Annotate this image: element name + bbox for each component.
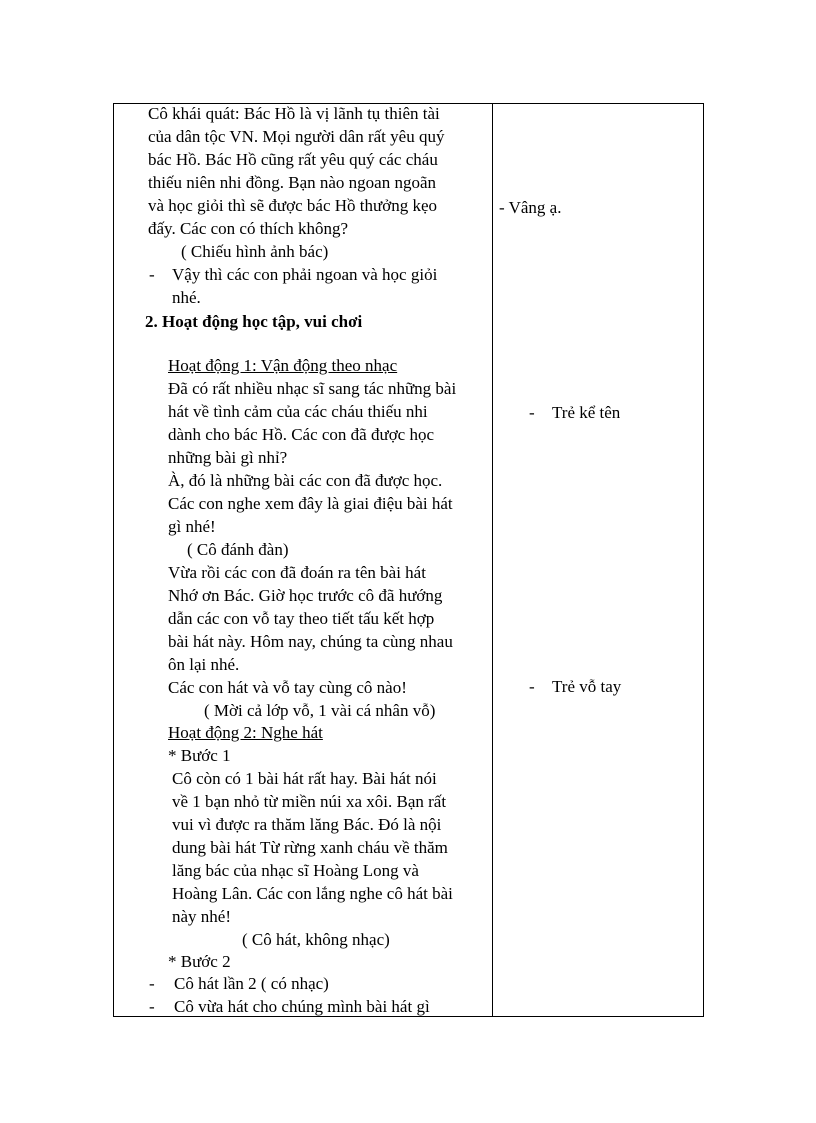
activity-line: hát về tình cảm của các cháu thiếu nhi <box>168 402 428 421</box>
child-response: Trẻ vỗ tay <box>552 677 622 696</box>
step-line: lăng bác của nhạc sĩ Hoàng Long và <box>172 861 419 880</box>
child-response: - Vâng ạ. <box>499 198 562 217</box>
step-line: Cô còn có 1 bài hát rất hay. Bài hát nói <box>172 769 437 788</box>
stage-direction: ( Cô đánh đàn) <box>187 540 289 559</box>
stage-direction: ( Mời cả lớp vỗ, 1 vài cá nhân vỗ) <box>204 701 436 720</box>
child-response: Trẻ kể tên <box>552 403 621 422</box>
bullet-dash: - <box>529 403 535 422</box>
bullet-dash: - <box>529 677 535 696</box>
intro-line: thiếu niên nhi đồng. Bạn nào ngoan ngoãn <box>148 173 437 192</box>
step-line: về 1 bạn nhỏ từ miền núi xa xôi. Bạn rất <box>172 792 447 811</box>
step-line: này nhé! <box>172 907 232 926</box>
step-line: Hoàng Lân. Các con lắng nghe cô hát bài <box>172 884 453 903</box>
step-line: vui vì được ra thăm lăng Bác. Đó là nội <box>172 815 442 834</box>
activity-line: Nhớ ơn Bác. Giờ học trước cô đã hướng <box>168 586 443 605</box>
bullet-text: Cô hát lần 2 ( có nhạc) <box>174 974 329 993</box>
activity-line: ôn lại nhé. <box>168 655 240 674</box>
step-line: dung bài hát Từ rừng xanh cháu về thăm <box>172 838 448 857</box>
bullet-text: nhé. <box>172 288 201 307</box>
bullet-dash: - <box>149 997 155 1016</box>
section-heading: 2. Hoạt động học tập, vui chơi <box>145 312 363 331</box>
intro-line: bác Hồ. Bác Hồ cũng rất yêu quý các cháu <box>148 150 438 169</box>
stage-direction: ( Cô hát, không nhạc) <box>242 930 390 949</box>
activity-line: Các con nghe xem đây là giai điệu bài hát <box>168 494 453 513</box>
activity-line: gì nhé! <box>168 517 216 536</box>
activity-line: dẫn các con vỗ tay theo tiết tấu kết hợp <box>168 609 435 628</box>
activity-line: Vừa rồi các con đã đoán ra tên bài hát <box>168 563 426 582</box>
activity-2-title: Hoạt động 2: Nghe hát <box>168 723 323 742</box>
intro-line: của dân tộc VN. Mọi người dân rất yêu quý <box>148 127 445 146</box>
activity-line: À, đó là những bài các con đã được học. <box>168 471 443 490</box>
bullet-text: Cô vừa hát cho chúng mình bài hát gì <box>174 997 430 1016</box>
bullet-text: Vậy thì các con phải ngoan và học giỏi <box>172 265 438 284</box>
stage-direction: ( Chiếu hình ảnh bác) <box>181 242 329 261</box>
activity-line: Các con hát và vỗ tay cùng cô nào! <box>168 678 407 697</box>
activity-line: bài hát này. Hôm nay, chúng ta cùng nhau <box>168 632 453 651</box>
activity-line: dành cho bác Hồ. Các con đã được học <box>168 425 435 444</box>
step-label: * Bước 1 <box>168 746 231 765</box>
activity-line: Đã có rất nhiều nhạc sĩ sang tác những bài <box>168 379 457 398</box>
activity-line: những bài gì nhỉ? <box>168 448 288 467</box>
intro-line: và học giỏi thì sẽ được bác Hồ thưởng kẹo <box>148 196 437 215</box>
bullet-dash: - <box>149 974 155 993</box>
step-label: * Bước 2 <box>168 952 231 971</box>
intro-line: đấy. Các con có thích không? <box>148 219 348 238</box>
column-divider <box>492 103 493 1017</box>
activity-1-title: Hoạt động 1: Vận động theo nhạc <box>168 356 398 375</box>
bullet-dash: - <box>149 265 155 284</box>
intro-line: Cô khái quát: Bác Hồ là vị lãnh tụ thiên tài <box>148 104 440 123</box>
